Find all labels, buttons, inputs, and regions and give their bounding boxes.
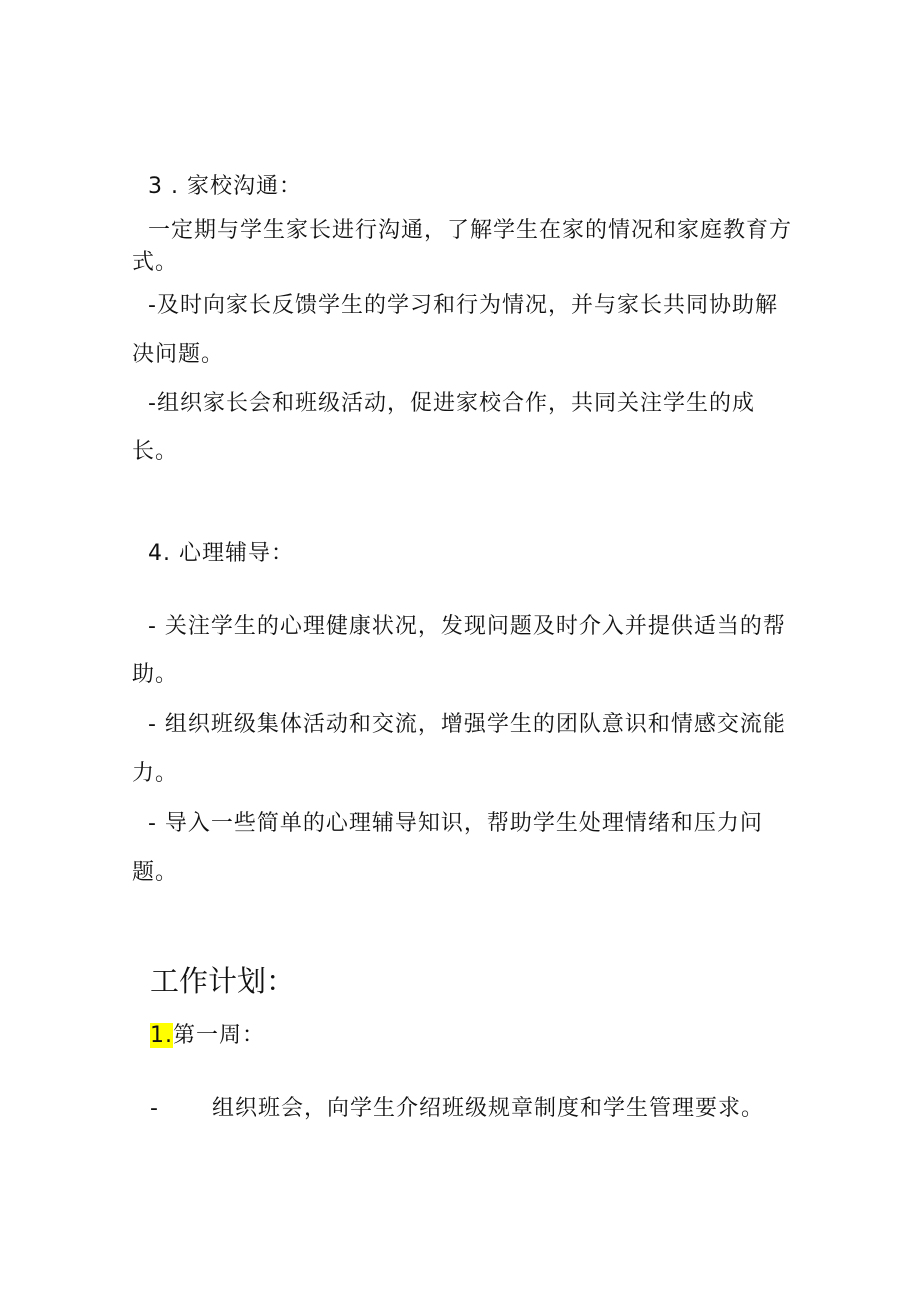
- week-1-item-dash: -: [150, 1096, 159, 1121]
- section-3-item-3-line-2: 长。: [132, 439, 179, 464]
- week-1-item-text: 组织班会，向学生介绍班级规章制度和学生管理要求。: [212, 1096, 765, 1121]
- section-4-item-3-line-1: - 导入一些简单的心理辅导知识，帮助学生处理情绪和压力问: [148, 811, 763, 836]
- section-4-item-2-line-1: - 组织班级集体活动和交流，增强学生的团队意识和情感交流能: [148, 712, 786, 737]
- week-1-item: [150, 1094, 764, 1124]
- section-4-item-2-line-2: 力。: [132, 761, 179, 786]
- section-3-item-1-line-1: 一定期与学生家长进行沟通，了解学生在家的情况和家庭教育方: [148, 218, 793, 243]
- section-3-item-2-line-1: -及时向家长反馈学生的学习和行为情况，并与家长共同协助解: [148, 293, 778, 318]
- section-4-item-1-line-2: 助。: [132, 662, 179, 687]
- section-3-heading: 3 . 家校沟通：: [148, 174, 302, 199]
- section-4-heading: 4. 心理辅导：: [148, 541, 294, 566]
- section-4-item-1-line-1: - 关注学生的心理健康状况，发现问题及时介入并提供适当的帮: [148, 614, 786, 639]
- week-1-label: 第一周：: [173, 1023, 266, 1048]
- section-4-item-3-line-2: 题。: [132, 860, 179, 885]
- section-3-item-2-line-2: 决问题。: [132, 342, 225, 367]
- week-1-heading: [150, 1021, 265, 1051]
- section-3-item-1-line-2: 式。: [132, 250, 179, 275]
- section-3-item-3-line-1: -组织家长会和班级活动，促进家校合作，共同关注学生的成: [148, 391, 755, 416]
- work-plan-title: 工作计划：: [150, 964, 296, 998]
- week-1-number-highlight: 1.: [150, 1023, 173, 1048]
